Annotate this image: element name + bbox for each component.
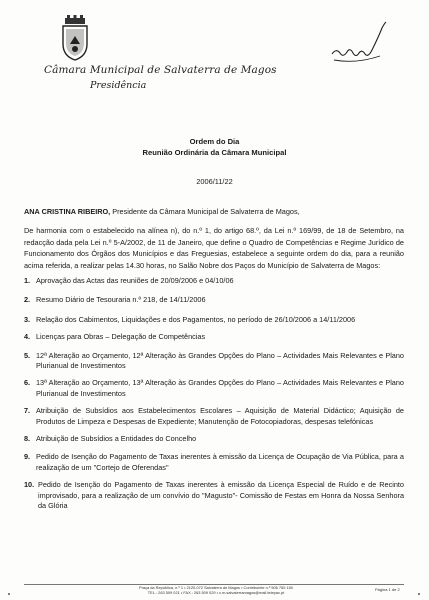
document-title: Ordem do Dia — [189, 137, 240, 146]
agenda-item — [24, 406, 404, 427]
agenda-item-number: 4. — [24, 332, 31, 342]
footer-address: Praça da República, n.º 1 • 2120-072 Salvaterra de Magos • Contribuinte n.º 506 755 150 — [139, 585, 293, 590]
punch-hole-dot — [418, 593, 420, 595]
agenda-item-text: Resumo Diário de Tesouraria n.º 218, de 14/11/2006 — [36, 295, 206, 305]
agenda-item — [24, 480, 404, 511]
agenda-item-number: 8. — [24, 434, 31, 444]
agenda-item-number: 9. — [24, 452, 31, 462]
agenda-item-text: 12ª Alteração ao Orçamento, 12ª Alteração às Grandes Opções do Plano – Actividades Mais Relevantes e Plano Plurianual de Investimentos — [36, 350, 404, 371]
agenda-item-number: 7. — [24, 406, 31, 416]
page-number: Página 1 de 2 — [375, 587, 400, 592]
president-name: ANA CRISTINA RIBEIRO, — [24, 207, 111, 216]
agenda-item-text: Relação dos Cabimentos, Liquidações e dos Pagamentos, no período de 26/10/2006 a 14/11/2006 — [36, 314, 356, 324]
organization-name: Câmara Municipal de Salvaterra de Magos — [44, 64, 277, 76]
municipal-crest-icon — [58, 14, 92, 62]
agenda-item — [24, 378, 404, 399]
agenda-item — [24, 434, 404, 444]
agenda-item-text: Atribuição de Subsídios aos Estabelecimentos Escolares – Aquisição de Material Didáctico; Aquisição de Produtos de Limpeza e Despesas de Expediente; Manutenção de Fotocopiadoras, despesas telefónicas — [36, 406, 404, 426]
agenda-item-number: 6. — [24, 378, 31, 388]
agenda-item-number: 10. — [24, 480, 35, 490]
document-date: 2006/11/22 — [196, 177, 233, 186]
agenda-item — [24, 295, 404, 305]
president-title: Presidente da Câmara Municipal de Salvaterra de Magos, — [110, 207, 300, 216]
intro-line — [24, 206, 404, 218]
agenda-item-number: 1. — [24, 276, 31, 285]
agenda-list — [24, 276, 404, 512]
agenda-item — [24, 276, 404, 286]
handwritten-signature-icon — [326, 20, 390, 72]
agenda-item — [24, 315, 404, 325]
agenda-item-number: 3. — [24, 314, 31, 324]
department-name: Presidência — [90, 80, 147, 91]
agenda-item-text: Pedido de Isenção do Pagamento de Taxas inerentes à emissão da Licença de Ocupação de Via Pública, para a realização de um "Cortejo de Oferendas" — [36, 452, 404, 472]
agenda-item — [24, 452, 404, 473]
agenda-item-text: Atribuição de Subsídios a Entidades do Concelho — [36, 434, 197, 444]
agenda-item-text: Pedido de Isenção do Pagamento de Taxas inerentes à emissão da Licença Especial de Ruído e de Recinto improvisado, para a realização de um convívio do "Magusto"- Comissão de Festas em Honra da Nossa Senhora da Glória — [38, 480, 404, 511]
footer-contact — [66, 585, 366, 595]
agenda-item-text: Licenças para Obras – Delegação de Competências — [36, 332, 206, 342]
agenda-item-number: 2. — [24, 295, 31, 305]
agenda-item-number: 5. — [24, 350, 31, 360]
agenda-item-text: Aprovação das Actas das reuniões de 20/09/2006 e 04/10/06 — [36, 276, 234, 285]
agenda-item — [24, 351, 404, 372]
agenda-item-text: 13ª Alteração ao Orçamento, 13ª Alteração às Grandes Opções do Plano – Actividades Mais Relevantes e Plano Plurianual de Investimentos — [36, 378, 404, 398]
legal-paragraph: De harmonia com o estabelecido na alínea n), do n.º 1, do artigo 68.º, da Lei n.º 169/99, de 18 de Setembro, na redacção dada pela Lei n.º 5-A/2002, de 11 de Janeiro, que define o Quadro de Competências e Regime Jurídico de Funcionamento dos Órgãos dos Municípios e das Freguesias, estabelece a seguinte ordem do dia, para a reunião acima referida, a realizar pelas 14.30 horas, no Salão Nobre dos Paços do Município de Salvaterra de Magos: — [24, 226, 404, 270]
punch-hole-dot — [8, 593, 10, 595]
agenda-item — [24, 332, 404, 342]
footer-phone-email: TEL.: 263 509 021 • FAX.: 263 509 029 • c.m.salvaterramagos@mail.telepac.pt — [147, 590, 285, 595]
document-subtitle: Reunião Ordinária da Câmara Municipal — [142, 148, 287, 157]
